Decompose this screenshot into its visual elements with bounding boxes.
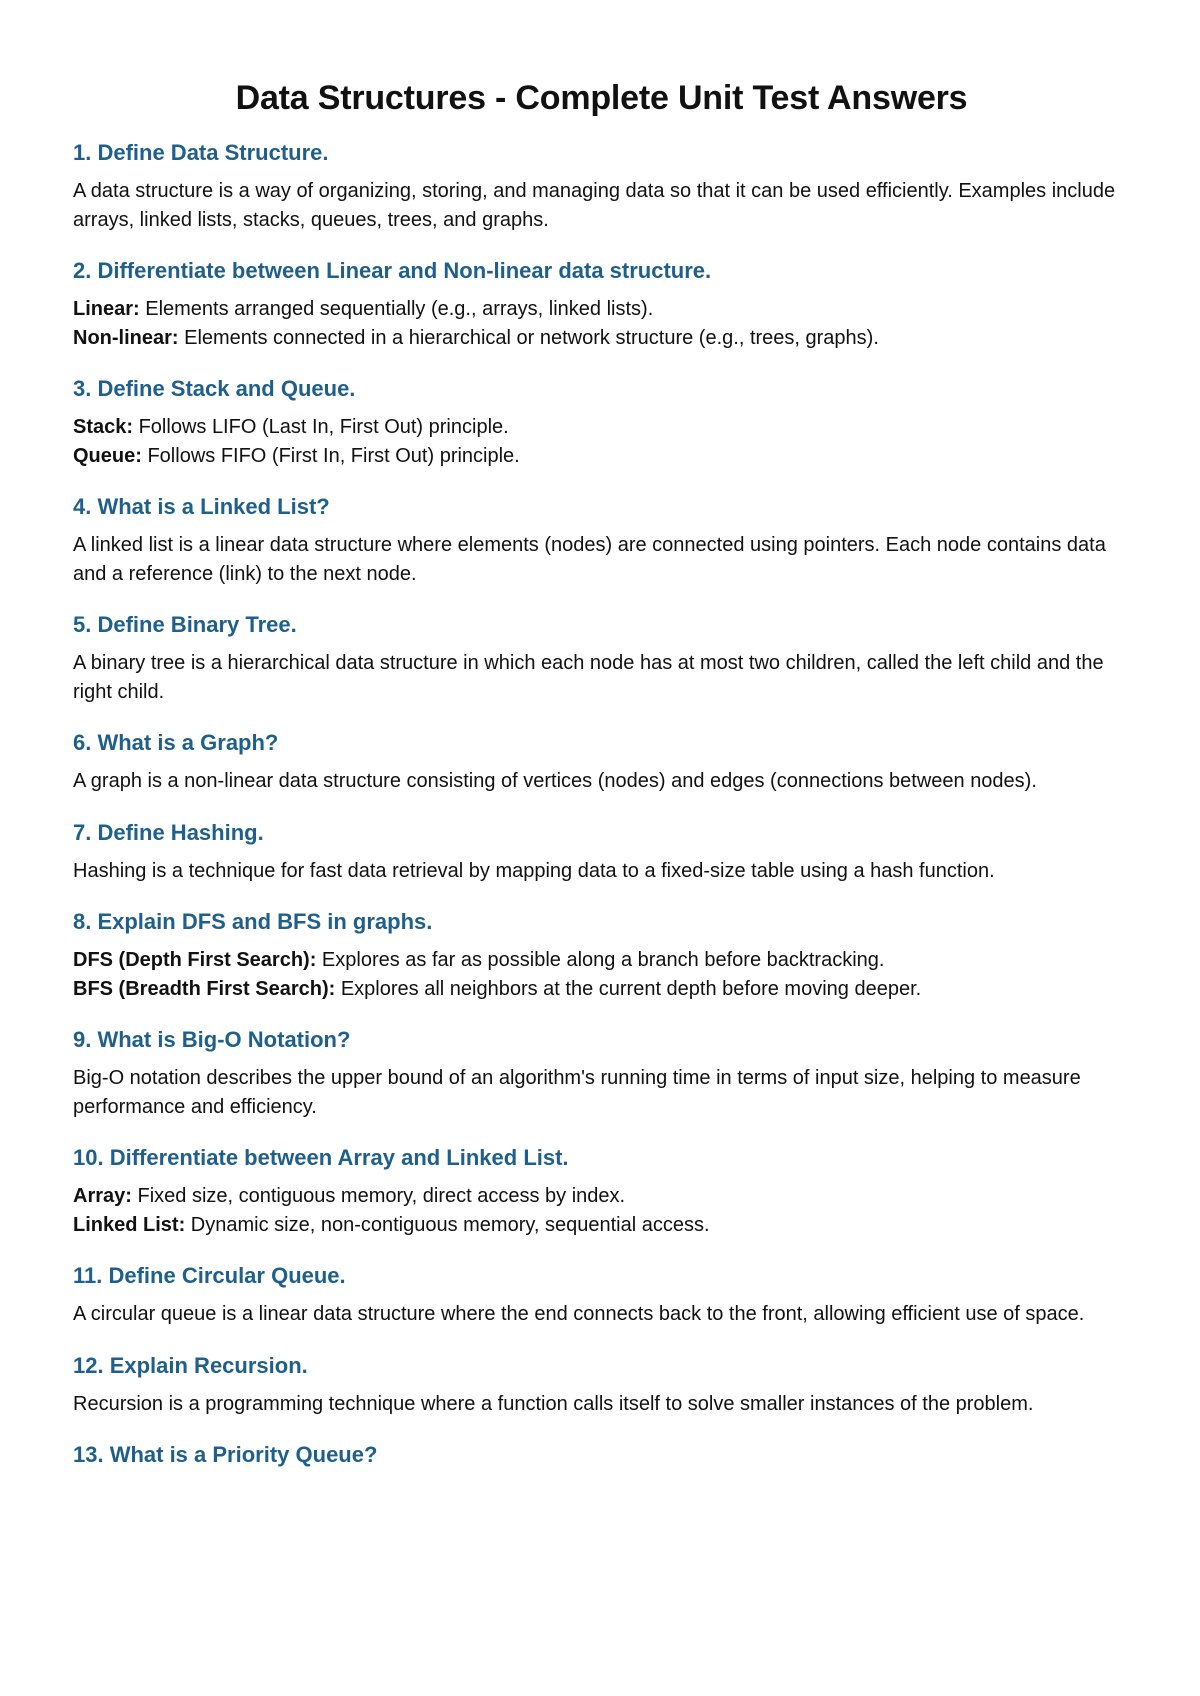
answer-term: Array: — [73, 1185, 132, 1207]
answer-text: A data structure is a way of organizing, storing, and managing data so that it can be used efficiently. Examples include arrays, linked lists, stacks, queues, trees, and graphs. — [73, 180, 1116, 231]
answer-line — [73, 442, 1130, 471]
answer-line — [73, 295, 1130, 324]
question-block-8 — [73, 908, 1130, 1003]
question-block-3 — [73, 375, 1130, 470]
question-heading: 12. Explain Recursion. — [73, 1352, 308, 1378]
question-heading: 3. Define Stack and Queue. — [73, 376, 356, 401]
answer-text — [73, 413, 1130, 470]
answer-text: A linked list is a linear data structure where elements (nodes) are connected using pointers. Each node contains data and a reference (link) to the next node. — [73, 534, 1106, 585]
answer-text: Hashing is a technique for fast data retrieval by mapping data to a fixed-size table using a hash function. — [73, 859, 995, 882]
question-block-5 — [73, 611, 1130, 706]
question-block-7 — [73, 819, 1130, 886]
answer-detail: Follows FIFO (First In, First Out) principle. — [141, 444, 520, 467]
answer-line — [73, 413, 1130, 442]
question-block-13 — [73, 1441, 1130, 1469]
answer-line — [73, 975, 1130, 1004]
answer-term: Linked List: — [73, 1213, 186, 1236]
answer-text — [73, 946, 1130, 1003]
answer-term: DFS (Depth First Search): — [73, 949, 317, 971]
answer-term: Linear: — [73, 298, 140, 320]
answer-text: Big-O notation describes the upper bound of an algorithm's running time in terms of input size, helping to measure performance and efficiency. — [73, 1067, 1081, 1118]
answer-text — [73, 295, 1130, 352]
question-heading: 13. What is a Priority Queue? — [73, 1442, 378, 1467]
question-block-11 — [73, 1262, 1130, 1329]
answer-line — [73, 324, 1130, 353]
question-heading: 11. Define Circular Queue. — [73, 1263, 346, 1288]
question-block-1 — [73, 139, 1130, 234]
question-heading: 1. Define Data Structure. — [73, 140, 329, 165]
answer-term: Stack: — [73, 416, 134, 438]
answer-term: BFS (Breadth First Search): — [73, 977, 336, 1000]
question-block-4 — [73, 493, 1130, 588]
question-block-2 — [73, 257, 1130, 352]
answer-detail: Follows LIFO (Last In, First Out) principle. — [133, 416, 509, 438]
question-heading: 8. Explain DFS and BFS in graphs. — [73, 909, 433, 934]
question-block-10 — [73, 1144, 1130, 1239]
answer-text: A binary tree is a hierarchical data structure in which each node has at most two children, called the left child and the right child. — [73, 652, 1104, 703]
question-block-6 — [73, 729, 1130, 796]
question-heading: 5. Define Binary Tree. — [73, 612, 297, 637]
answer-text: A circular queue is a linear data structure where the end connects back to the front, allowing efficient use of space. — [73, 1303, 1085, 1325]
question-heading: 9. What is Big-O Notation? — [73, 1027, 351, 1052]
question-heading: 6. What is a Graph? — [73, 730, 279, 755]
answer-detail: Explores as far as possible along a branch before backtracking. — [316, 949, 885, 971]
answer-detail: Fixed size, contiguous memory, direct access by index. — [131, 1185, 626, 1207]
answer-line — [73, 1182, 1130, 1211]
answer-term: Queue: — [73, 444, 142, 467]
question-block-12 — [73, 1352, 1130, 1419]
answer-text — [73, 1182, 1130, 1239]
question-heading: 10. Differentiate between Array and Linked List. — [73, 1145, 569, 1170]
answer-detail: Explores all neighbors at the current depth before moving deeper. — [335, 977, 922, 1000]
question-block-9 — [73, 1026, 1130, 1121]
answer-term: Non-linear: — [73, 326, 179, 349]
answer-detail: Dynamic size, non-contiguous memory, sequential access. — [185, 1213, 710, 1236]
page-title: Data Structures - Complete Unit Test Answers — [235, 79, 968, 117]
answer-detail: Elements connected in a hierarchical or network structure (e.g., trees, graphs). — [178, 326, 879, 349]
answer-text: Recursion is a programming technique where a function calls itself to solve smaller instances of the problem. — [73, 1392, 1034, 1415]
question-heading: 2. Differentiate between Linear and Non-linear data structure. — [73, 258, 712, 283]
answer-line — [73, 1211, 1130, 1240]
question-heading: 7. Define Hashing. — [73, 819, 264, 845]
answer-text: A graph is a non-linear data structure consisting of vertices (nodes) and edges (connections between nodes). — [73, 770, 1037, 792]
answer-line — [73, 946, 1130, 975]
question-heading: 4. What is a Linked List? — [73, 494, 330, 519]
answer-detail: Elements arranged sequentially (e.g., arrays, linked lists). — [139, 298, 654, 320]
